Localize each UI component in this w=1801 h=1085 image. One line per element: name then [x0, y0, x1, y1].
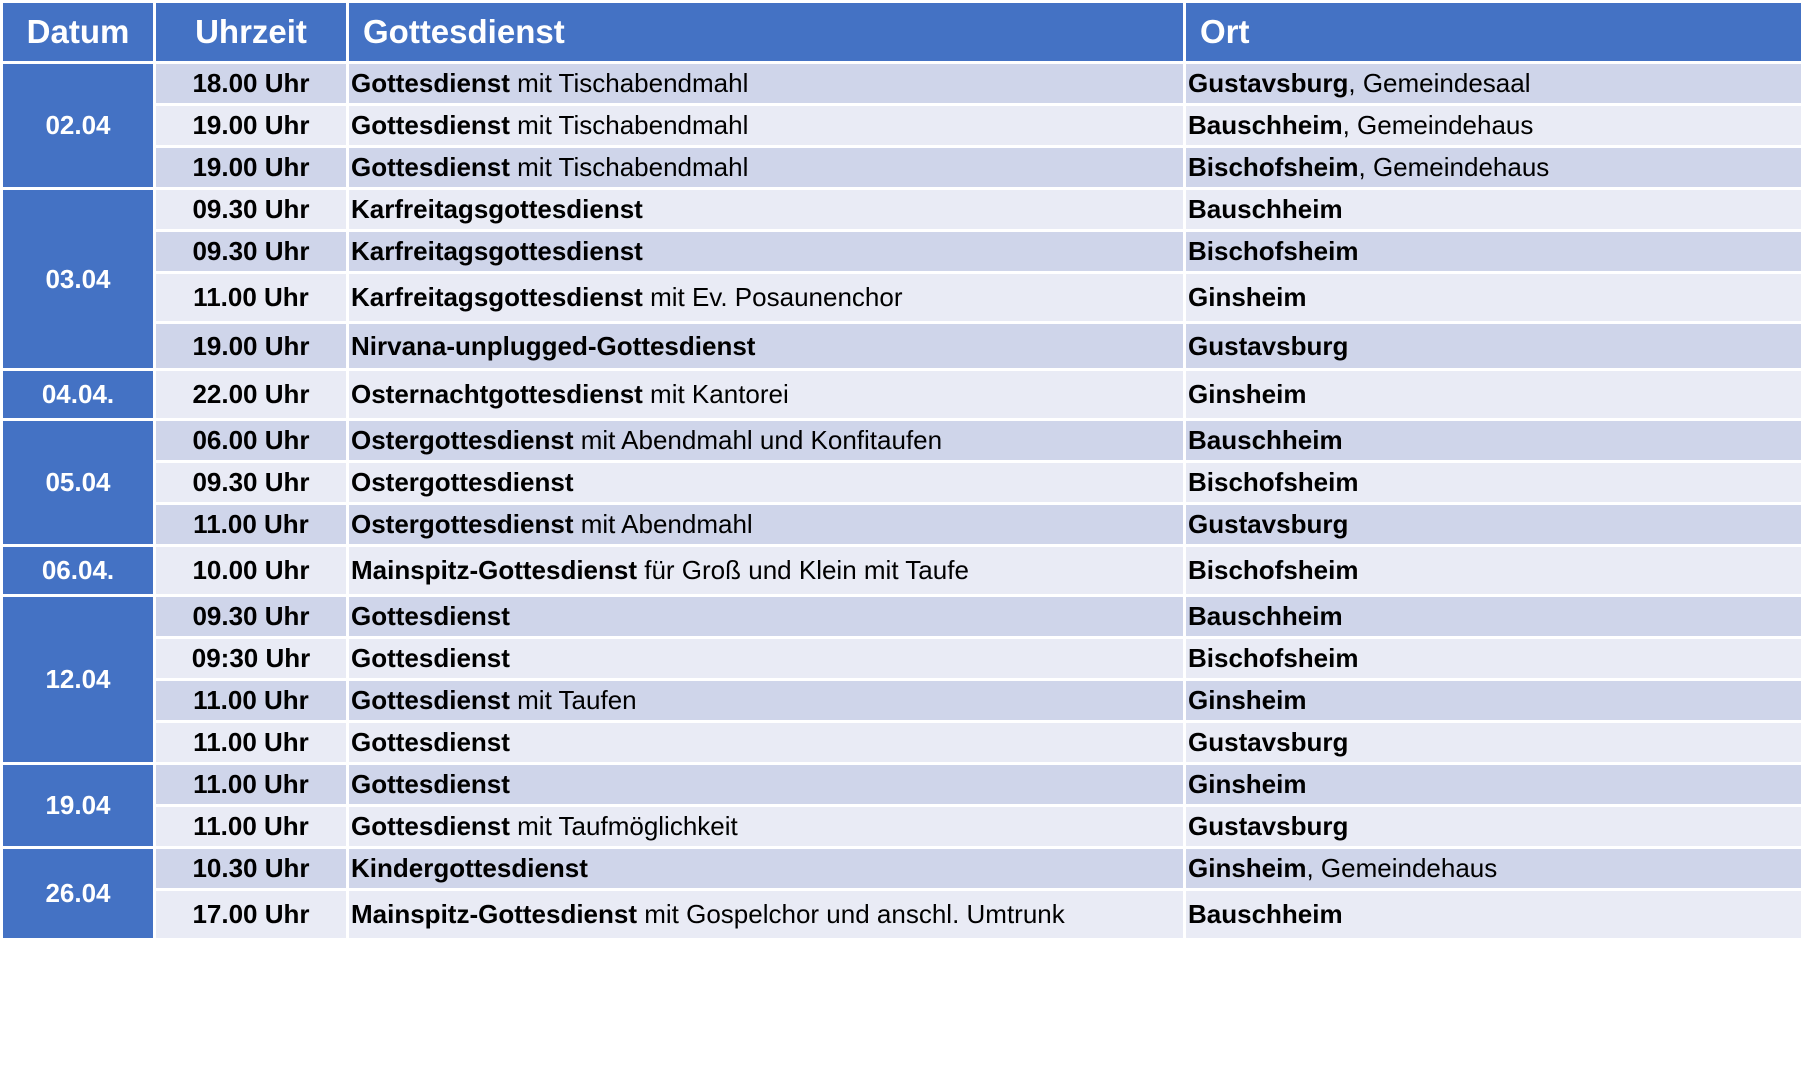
location-name: Gustavsburg [1188, 330, 1349, 361]
table-row [2, 231, 1801, 273]
time-cell: 10.30 Uhr [155, 848, 348, 890]
location-cell [1185, 273, 1801, 323]
service-cell [348, 231, 1185, 273]
service-detail: mit Tischabendmahl [509, 68, 749, 98]
location-cell [1185, 504, 1801, 546]
service-name: Gottesdienst [351, 110, 510, 140]
service-detail: mit Abendmahl und Konfitaufen [573, 425, 943, 455]
date-cell: 26.04 [2, 848, 155, 940]
date-cell: 12.04 [2, 596, 155, 764]
service-name: Kindergottesdienst [351, 853, 588, 883]
time-cell: 06.00 Uhr [155, 420, 348, 462]
location-cell [1185, 63, 1801, 105]
service-name: Gottesdienst [351, 152, 510, 182]
time-cell: 11.00 Uhr [155, 806, 348, 848]
time-cell: 09.30 Uhr [155, 189, 348, 231]
column-header-datum: Datum [2, 2, 155, 63]
service-name: Gottesdienst [351, 68, 510, 98]
service-cell [348, 504, 1185, 546]
time-cell: 11.00 Uhr [155, 722, 348, 764]
location-cell [1185, 420, 1801, 462]
time-cell: 18.00 Uhr [155, 63, 348, 105]
service-cell [348, 806, 1185, 848]
time-cell: 11.00 Uhr [155, 273, 348, 323]
location-name: Ginsheim [1188, 685, 1307, 715]
time-cell: 19.00 Uhr [155, 147, 348, 189]
location-name: Bauschheim [1188, 601, 1343, 631]
location-cell [1185, 323, 1801, 370]
schedule-body [2, 63, 1801, 940]
time-cell: 11.00 Uhr [155, 764, 348, 806]
service-cell [348, 890, 1185, 940]
location-name: Bischofsheim [1188, 467, 1359, 497]
service-detail: mit Gospelchor und anschl. Umtrunk [637, 899, 1065, 929]
location-name: Bischofsheim [1188, 152, 1359, 182]
service-cell [348, 764, 1185, 806]
service-name: Mainspitz-Gottesdienst [351, 899, 638, 929]
location-name: Gustavsburg [1188, 68, 1349, 98]
location-cell [1185, 722, 1801, 764]
service-detail: mit Tischabendmahl [509, 152, 749, 182]
table-row [2, 273, 1801, 323]
column-header-uhrzeit: Uhrzeit [155, 2, 348, 63]
location-name: Ginsheim [1188, 379, 1307, 409]
date-cell: 06.04. [2, 546, 155, 596]
service-detail: mit Abendmahl [573, 509, 753, 539]
header-row [2, 2, 1801, 63]
location-name: Ginsheim [1188, 853, 1307, 883]
location-detail: , Gemeindehaus [1306, 853, 1498, 883]
time-cell: 22.00 Uhr [155, 370, 348, 420]
service-cell [348, 638, 1185, 680]
service-name: Gottesdienst [351, 811, 510, 841]
location-cell [1185, 680, 1801, 722]
time-cell: 19.00 Uhr [155, 323, 348, 370]
service-detail: mit Taufmöglichkeit [509, 811, 738, 841]
location-cell [1185, 105, 1801, 147]
service-detail: mit Ev. Posaunenchor [642, 282, 903, 312]
service-cell [348, 323, 1185, 370]
service-cell [348, 420, 1185, 462]
table-row [2, 596, 1801, 638]
service-name: Mainspitz-Gottesdienst [351, 555, 638, 585]
location-name: Bauschheim [1188, 899, 1343, 929]
table-row [2, 63, 1801, 105]
service-name: Gottesdienst [351, 685, 510, 715]
service-name: Karfreitagsgottesdienst [351, 194, 643, 224]
location-name: Ginsheim [1188, 769, 1307, 799]
location-cell [1185, 462, 1801, 504]
service-name: Gottesdienst [351, 769, 510, 799]
table-row [2, 764, 1801, 806]
table-row [2, 722, 1801, 764]
location-cell [1185, 764, 1801, 806]
table-row [2, 546, 1801, 596]
service-name: Ostergottesdienst [351, 467, 574, 497]
service-cell [348, 147, 1185, 189]
location-cell [1185, 546, 1801, 596]
time-cell: 10.00 Uhr [155, 546, 348, 596]
service-cell [348, 105, 1185, 147]
time-cell: 19.00 Uhr [155, 105, 348, 147]
location-cell [1185, 890, 1801, 940]
service-name: Karfreitagsgottesdienst [351, 236, 643, 266]
table-row [2, 680, 1801, 722]
location-name: Ginsheim [1188, 282, 1307, 312]
service-name: Ostergottesdienst [351, 425, 574, 455]
date-cell: 03.04 [2, 189, 155, 370]
service-cell [348, 848, 1185, 890]
table-row [2, 806, 1801, 848]
table-row [2, 189, 1801, 231]
date-cell: 19.04 [2, 764, 155, 848]
time-cell: 17.00 Uhr [155, 890, 348, 940]
table-row [2, 147, 1801, 189]
service-cell [348, 63, 1185, 105]
table-row [2, 462, 1801, 504]
location-cell [1185, 231, 1801, 273]
service-cell [348, 546, 1185, 596]
table-row [2, 420, 1801, 462]
location-cell [1185, 638, 1801, 680]
location-detail: , Gemeindesaal [1348, 68, 1531, 98]
service-name: Nirvana-unplugged-Gottesdienst [351, 330, 756, 361]
location-name: Bischofsheim [1188, 643, 1359, 673]
location-name: Bauschheim [1188, 194, 1343, 224]
column-header-gottesdienst: Gottesdienst [348, 2, 1185, 63]
table-row [2, 848, 1801, 890]
time-cell: 09:30 Uhr [155, 638, 348, 680]
table-row [2, 105, 1801, 147]
service-cell [348, 273, 1185, 323]
time-cell: 09.30 Uhr [155, 462, 348, 504]
location-name: Gustavsburg [1188, 727, 1349, 757]
location-name: Gustavsburg [1188, 509, 1349, 539]
table-row [2, 638, 1801, 680]
service-cell [348, 680, 1185, 722]
service-cell [348, 189, 1185, 231]
location-name: Bischofsheim [1188, 236, 1359, 266]
table-row [2, 323, 1801, 370]
table-row [2, 890, 1801, 940]
date-cell: 02.04 [2, 63, 155, 189]
location-cell [1185, 147, 1801, 189]
date-cell: 04.04. [2, 370, 155, 420]
service-name: Osternachtgottesdienst [351, 379, 643, 409]
service-cell [348, 596, 1185, 638]
location-name: Bischofsheim [1188, 555, 1359, 585]
location-name: Gustavsburg [1188, 811, 1349, 841]
column-header-ort: Ort [1185, 2, 1801, 63]
service-cell [348, 722, 1185, 764]
service-name: Ostergottesdienst [351, 509, 574, 539]
location-cell [1185, 848, 1801, 890]
location-cell [1185, 806, 1801, 848]
service-name: Gottesdienst [351, 601, 510, 631]
service-detail: mit Tischabendmahl [509, 110, 749, 140]
service-cell [348, 462, 1185, 504]
time-cell: 09.30 Uhr [155, 231, 348, 273]
service-name: Karfreitagsgottesdienst [351, 282, 643, 312]
service-name: Gottesdienst [351, 643, 510, 673]
location-cell [1185, 189, 1801, 231]
service-name: Gottesdienst [351, 727, 510, 757]
service-detail: für Groß und Klein mit Taufe [637, 555, 969, 585]
service-detail: mit Taufen [509, 685, 637, 715]
time-cell: 11.00 Uhr [155, 504, 348, 546]
location-cell [1185, 596, 1801, 638]
time-cell: 09.30 Uhr [155, 596, 348, 638]
time-cell: 11.00 Uhr [155, 680, 348, 722]
location-detail: , Gemeindehaus [1342, 110, 1534, 140]
service-detail: mit Kantorei [642, 379, 789, 409]
location-name: Bauschheim [1188, 425, 1343, 455]
date-cell: 05.04 [2, 420, 155, 546]
table-row [2, 504, 1801, 546]
service-cell [348, 370, 1185, 420]
location-name: Bauschheim [1188, 110, 1343, 140]
location-cell [1185, 370, 1801, 420]
table-row [2, 370, 1801, 420]
location-detail: , Gemeindehaus [1358, 152, 1550, 182]
